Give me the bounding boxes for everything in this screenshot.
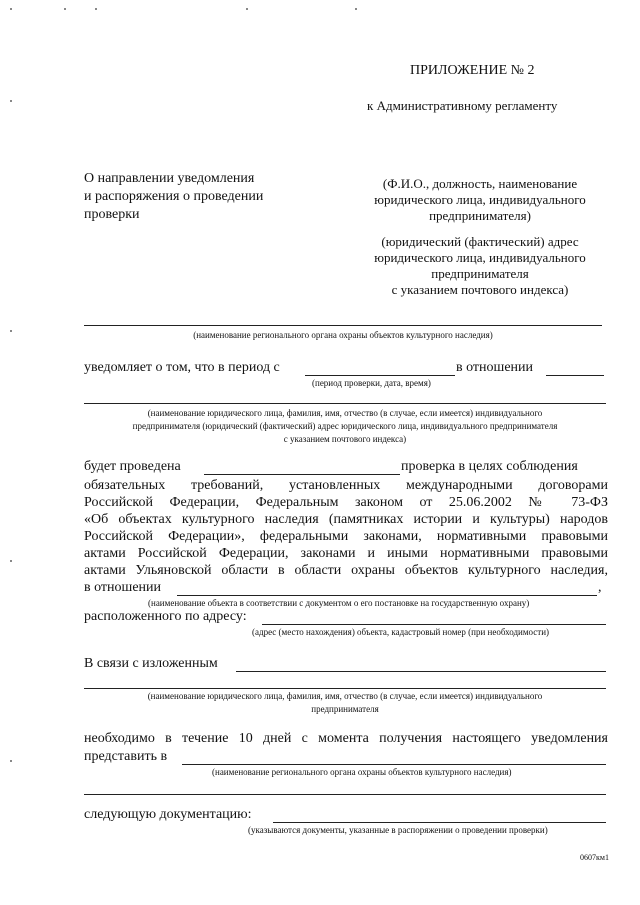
entity2-caption (84, 690, 606, 716)
hint-line: предпринимателя) (429, 208, 531, 223)
paragraph-line: актами Ульяновской области в области охраны объектов культурного наследия, (84, 563, 608, 578)
authority2-fill-line[interactable] (182, 764, 606, 765)
address-caption: (адрес (место нахождения) объекта, кадастровый номер (при необходимости) (252, 627, 550, 637)
in-relation-fill-line[interactable] (546, 375, 604, 376)
scan-speck (10, 330, 12, 332)
object-fill-line[interactable] (177, 595, 597, 596)
paragraph-line: актами Российской Федерации, законами и иными нормативными правовыми (84, 546, 608, 561)
addressee-address-hint (340, 234, 620, 298)
object-caption: (наименование объекта в соответствии с документом о его постановке на государственную охрану) (148, 598, 530, 608)
authority-caption: (наименование регионального органа охраны объектов культурного наследия) (193, 330, 493, 340)
located-text: расположенного по адресу: (84, 609, 247, 624)
inspection-type-fill-line[interactable] (204, 474, 400, 475)
paragraph-line: Российской Федерации», федеральными законами, нормативными правовыми (84, 529, 608, 544)
scan-speck (64, 8, 66, 10)
period-caption: (период проверки, дата, время) (312, 378, 431, 388)
will-be-held-text: будет проведена (84, 459, 181, 474)
paragraph-line: «Об объектах культурного наследия (памятниках истории и культуры) народов (84, 512, 608, 527)
hint-line: с указанием почтового индекса) (391, 282, 569, 297)
authority-fill-line[interactable] (84, 325, 602, 326)
caption-line: предпринимателя (юридический (фактический) адрес юридического лица, индивидуального предпринимателя (132, 421, 558, 431)
subject-block (84, 170, 263, 224)
caption-line: с указанием почтового индекса) (283, 434, 407, 444)
docs-caption: (указываются документы, указанные в распоряжении о проведении проверки) (248, 825, 548, 835)
entity2-fill-line[interactable] (84, 688, 606, 689)
period-fill-line[interactable] (305, 375, 455, 376)
footer-code: 0607км1 (580, 853, 609, 862)
scan-speck (10, 560, 12, 562)
scan-speck (10, 100, 12, 102)
requirements-paragraph (84, 477, 608, 579)
subject-line: проверки (84, 207, 140, 222)
notify-text: уведомляет о том, что в период с (84, 360, 280, 375)
caption-line: (наименование юридического лица, фамилия, имя, отчество (в случае, если имеется) индивидуального (147, 691, 543, 701)
in-connection-fill-line[interactable] (236, 671, 606, 672)
scan-speck (10, 8, 12, 10)
docs-text: следующую документацию: (84, 807, 252, 822)
in-connection-text: В связи с изложенным (84, 656, 218, 671)
appendix-title: ПРИЛОЖЕНИЕ № 2 (410, 63, 535, 78)
paragraph-line: Российской Федерации, Федеральным законом от 25.06.2002 № 73-ФЗ (84, 495, 608, 510)
scan-speck (246, 8, 248, 10)
comma: , (598, 580, 602, 595)
authority2-caption: (наименование регионального органа охраны объектов культурного наследия) (212, 767, 512, 777)
in-relation-text: в отношении (456, 360, 534, 375)
caption-line: (наименование юридического лица, фамилия, имя, отчество (в случае, если имеется) индивидуального (147, 408, 543, 418)
inspection-purpose-text: проверка в целях соблюдения (401, 459, 578, 474)
hint-line: (юридический (фактический) адрес (381, 234, 579, 249)
authority2-extra-fill-line[interactable] (84, 794, 606, 795)
entity-fill-line[interactable] (84, 403, 606, 404)
submit-to-text: представить в (84, 749, 168, 764)
scan-speck (355, 8, 357, 10)
caption-line: предпринимателя (311, 704, 379, 714)
regulation-reference: к Административному регламенту (367, 98, 558, 113)
addressee-name-hint (340, 176, 620, 224)
entity-caption (84, 407, 606, 446)
hint-line: предпринимателя (431, 266, 529, 281)
docs-fill-line[interactable] (273, 822, 606, 823)
need-text: необходимо в течение 10 дней с момента получения настоящего уведомления (84, 731, 608, 746)
subject-line: О направлении уведомления (84, 171, 255, 186)
hint-line: юридического лица, индивидуального (374, 192, 586, 207)
paragraph-line: обязательных требований, установленных международными договорами (84, 478, 608, 493)
address-fill-line[interactable] (262, 624, 606, 625)
hint-line: (Ф.И.О., должность, наименование (382, 176, 578, 191)
in-relation-to-text: в отношении (84, 580, 162, 595)
subject-line: и распоряжения о проведении (84, 189, 264, 204)
scan-speck (10, 760, 12, 762)
scan-speck (95, 8, 97, 10)
hint-line: юридического лица, индивидуального (374, 250, 586, 265)
